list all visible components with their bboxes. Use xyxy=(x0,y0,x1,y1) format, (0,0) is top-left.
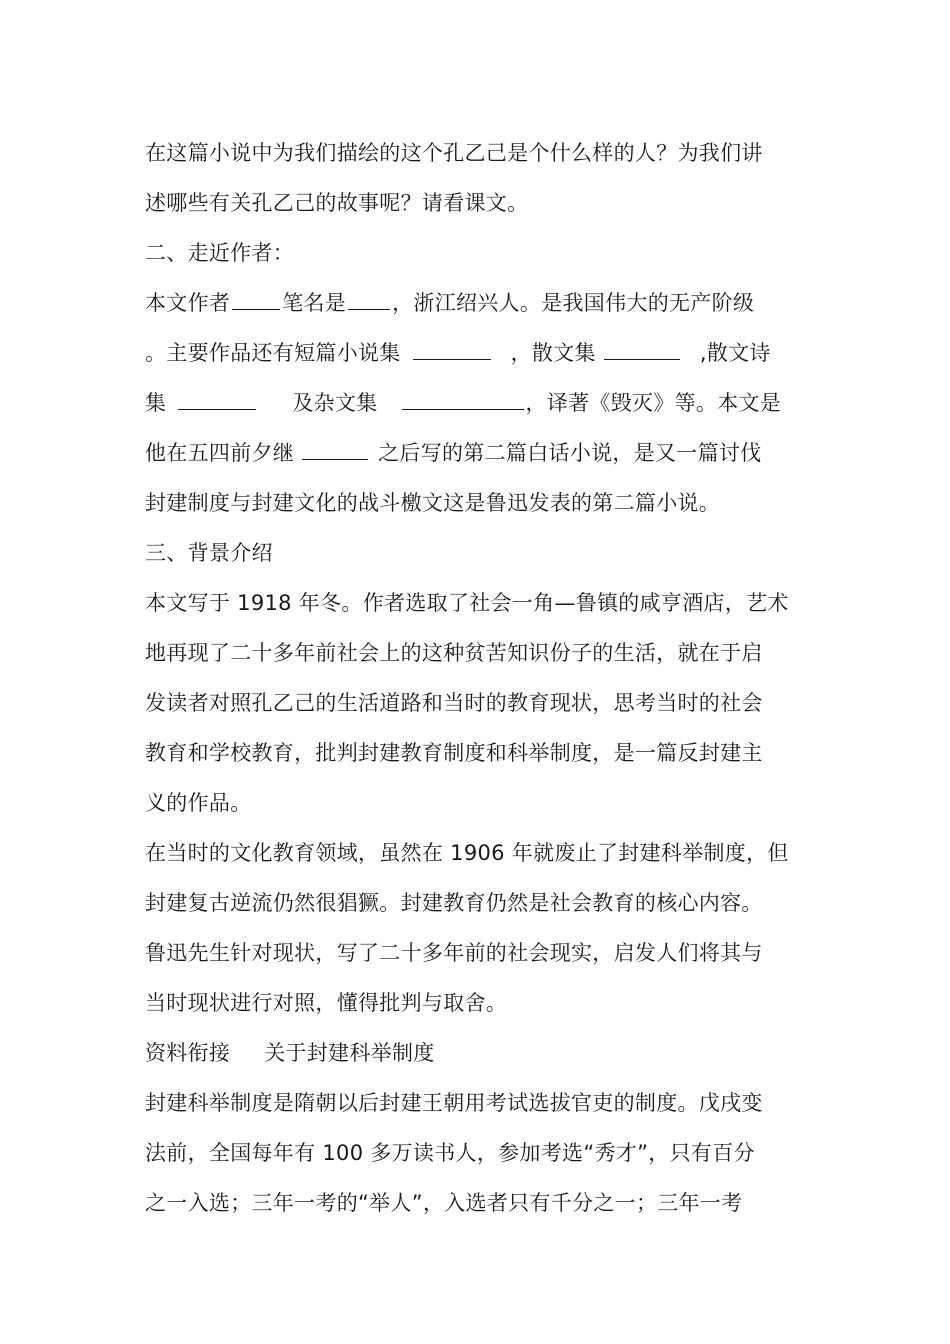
answer-blank xyxy=(348,289,390,310)
text-segment: 之后写的第二篇白话小说，是又一篇讨伐 xyxy=(378,441,762,465)
text-line: 本文写于 1918 年冬。作者选取了社会一角—鲁镇的咸亨酒店，艺术 xyxy=(145,591,789,615)
text-segment: ,散文诗 xyxy=(699,341,771,365)
answer-blank xyxy=(302,439,368,460)
text-segment: ，浙江绍兴人。是我国伟大的无产阶级 xyxy=(392,291,755,315)
text-line: 发读者对照孔乙己的生活道路和当时的教育现状，思考当时的社会 xyxy=(145,691,763,715)
text-segment: 。主要作品还有短篇小说集 xyxy=(145,341,401,365)
text-segment: 集 xyxy=(145,391,167,415)
text-line: 法前，全国每年有 100 多万读书人，参加考选“秀才”，只有百分 xyxy=(145,1141,755,1165)
fill-in-line xyxy=(145,338,810,368)
text-line: 地再现了二十多年前社会上的这种贫苦知识份子的生活，就在于启 xyxy=(145,641,763,665)
text-line: 在当时的文化教育领域，虽然在 1906 年就废止了封建科举制度，但 xyxy=(145,841,789,865)
text-line: 述哪些有关孔乙己的故事呢？请看课文。 xyxy=(145,191,529,215)
material-heading xyxy=(145,1038,810,1068)
fill-in-line xyxy=(145,288,810,318)
text-segment: ，译著《毁灭》等。本文是 xyxy=(525,391,782,415)
answer-blank xyxy=(413,339,491,360)
text-segment: 关于封建科举制度 xyxy=(264,1041,435,1065)
answer-blank xyxy=(178,389,256,410)
text-segment: 本文作者 xyxy=(145,291,231,315)
text-line: 鲁迅先生针对现状，写了二十多年前的社会现实，启发人们将其与 xyxy=(145,941,763,965)
text-segment: 资料衔接 xyxy=(145,1041,231,1065)
text-segment: 他在五四前夕继 xyxy=(145,441,295,465)
text-line: 封建制度与封建文化的战斗檄文这是鲁迅发表的第二篇小说。 xyxy=(145,491,721,515)
answer-blank xyxy=(604,339,680,360)
text-line: 之一入选；三年一考的“举人”，入选者只有千分之一；三年一考 xyxy=(145,1191,743,1215)
fill-in-line xyxy=(145,438,810,468)
text-line: 在这篇小说中为我们描绘的这个孔乙己是个什么样的人？为我们讲 xyxy=(145,141,763,165)
text-line: 封建科举制度是隋朝以后封建王朝用考试选拔官吏的制度。戊戌变 xyxy=(145,1091,763,1115)
text-line: 封建复古逆流仍然很猖獗。封建教育仍然是社会教育的核心内容。 xyxy=(145,891,763,915)
answer-blank xyxy=(402,389,524,410)
text-line: 教育和学校教育，批判封建教育制度和科举制度，是一篇反封建主 xyxy=(145,741,763,765)
fill-in-line xyxy=(145,388,810,418)
text-segment: ，散文集 xyxy=(510,341,596,365)
text-segment: 笔名是 xyxy=(282,291,347,315)
answer-blank xyxy=(232,289,280,310)
text-line: 义的作品。 xyxy=(145,791,252,815)
section-heading: 二、走近作者： xyxy=(145,241,295,265)
text-line: 当时现状进行对照，懂得批判与取舍。 xyxy=(145,991,508,1015)
text-segment: 及杂文集 xyxy=(292,391,378,415)
section-heading: 三、背景介绍 xyxy=(145,541,273,565)
